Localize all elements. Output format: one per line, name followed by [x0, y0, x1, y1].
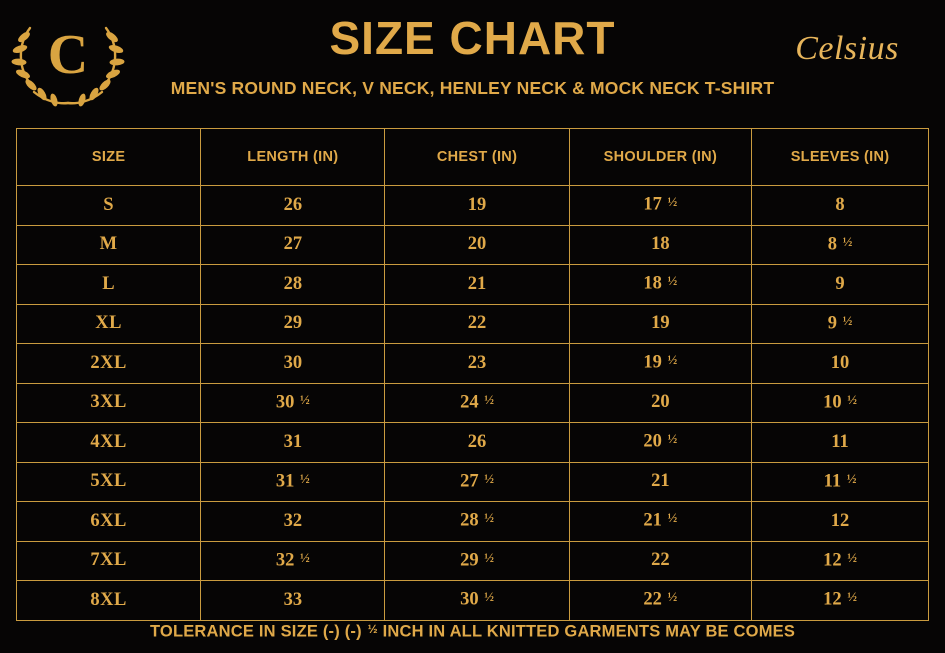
cell-sleeves: 12 ½	[752, 541, 929, 581]
cell-shoulder: 22	[569, 541, 751, 581]
cell-size: 4XL	[17, 423, 201, 463]
cell-shoulder: 19	[569, 304, 751, 344]
cell-sleeves: 12	[752, 502, 929, 542]
cell-chest: 24 ½	[385, 383, 569, 423]
cell-chest: 20	[385, 225, 569, 265]
cell-sleeves: 11	[752, 423, 929, 463]
page-subtitle: MEN'S ROUND NECK, V NECK, HENLEY NECK & MOCK NECK T-SHIRT	[170, 78, 775, 99]
cell-sleeves: 12 ½	[752, 581, 929, 621]
cell-sleeves: 8	[752, 186, 929, 226]
cell-chest: 19	[385, 186, 569, 226]
table-row	[17, 423, 929, 463]
cell-chest: 21	[385, 265, 569, 305]
table-row	[17, 581, 929, 621]
cell-length: 32 ½	[201, 541, 385, 581]
column-header-length: LENGTH (IN)	[201, 129, 385, 186]
tolerance-note: TOLERANCE IN SIZE (-) (-) $^{\frac{1}{2}}$ INCH IN ALL KNITTED GARMENTS MAY BE COMES	[149, 621, 796, 640]
table-row	[17, 186, 929, 226]
cell-length: 27	[201, 225, 385, 265]
cell-shoulder: 20 ½	[569, 423, 751, 463]
table-row	[17, 541, 929, 581]
table-body	[17, 186, 929, 621]
table-row	[17, 225, 929, 265]
cell-size: XL	[17, 304, 201, 344]
table-row	[17, 462, 929, 502]
table-header-row	[17, 129, 929, 186]
cell-size: 6XL	[17, 502, 201, 542]
cell-length: 26	[201, 186, 385, 226]
cell-length: 33	[201, 581, 385, 621]
cell-size: 3XL	[17, 383, 201, 423]
cell-sleeves: 11 ½	[752, 462, 929, 502]
cell-chest: 30 ½	[385, 581, 569, 621]
cell-shoulder: 18 ½	[569, 265, 751, 305]
cell-size: 5XL	[17, 462, 201, 502]
logo-letter: C	[47, 24, 89, 86]
cell-length: 31	[201, 423, 385, 463]
cell-size: 8XL	[17, 581, 201, 621]
cell-size: L	[17, 265, 201, 305]
brand-wordmark: Celsius	[795, 30, 899, 67]
cell-sleeves: 9 ½	[752, 304, 929, 344]
column-header-sleeves: SLEEVES (IN)	[752, 129, 929, 186]
table-row	[17, 344, 929, 384]
table-row	[17, 265, 929, 305]
table-row	[17, 304, 929, 344]
size-table	[16, 128, 929, 621]
column-header-size: SIZE	[17, 129, 201, 186]
cell-shoulder: 21	[569, 462, 751, 502]
cell-length: 31 ½	[201, 462, 385, 502]
cell-size: 2XL	[17, 344, 201, 384]
cell-size: 7XL	[17, 541, 201, 581]
cell-shoulder: 21 ½	[569, 502, 751, 542]
cell-shoulder: 18	[569, 225, 751, 265]
cell-chest: 28 ½	[385, 502, 569, 542]
cell-size: M	[17, 225, 201, 265]
cell-length: 32	[201, 502, 385, 542]
column-header-chest: CHEST (IN)	[385, 129, 569, 186]
cell-shoulder: 17 ½	[569, 186, 751, 226]
column-header-shoulder: SHOULDER (IN)	[569, 129, 751, 186]
cell-length: 29	[201, 304, 385, 344]
cell-chest: 22	[385, 304, 569, 344]
header	[0, 0, 945, 122]
cell-chest: 29 ½	[385, 541, 569, 581]
table-row	[17, 383, 929, 423]
size-table-wrapper	[16, 128, 929, 621]
cell-chest: 27 ½	[385, 462, 569, 502]
cell-sleeves: 8 ½	[752, 225, 929, 265]
cell-sleeves: 10 ½	[752, 383, 929, 423]
page-title: SIZE CHART	[329, 12, 616, 64]
cell-sleeves: 10	[752, 344, 929, 384]
cell-length: 30 ½	[201, 383, 385, 423]
cell-shoulder: 19 ½	[569, 344, 751, 384]
cell-length: 28	[201, 265, 385, 305]
cell-shoulder: 22 ½	[569, 581, 751, 621]
cell-sleeves: 9	[752, 265, 929, 305]
cell-chest: 23	[385, 344, 569, 384]
cell-shoulder: 20	[569, 383, 751, 423]
cell-length: 30	[201, 344, 385, 384]
cell-size: S	[17, 186, 201, 226]
cell-chest: 26	[385, 423, 569, 463]
table-row	[17, 502, 929, 542]
